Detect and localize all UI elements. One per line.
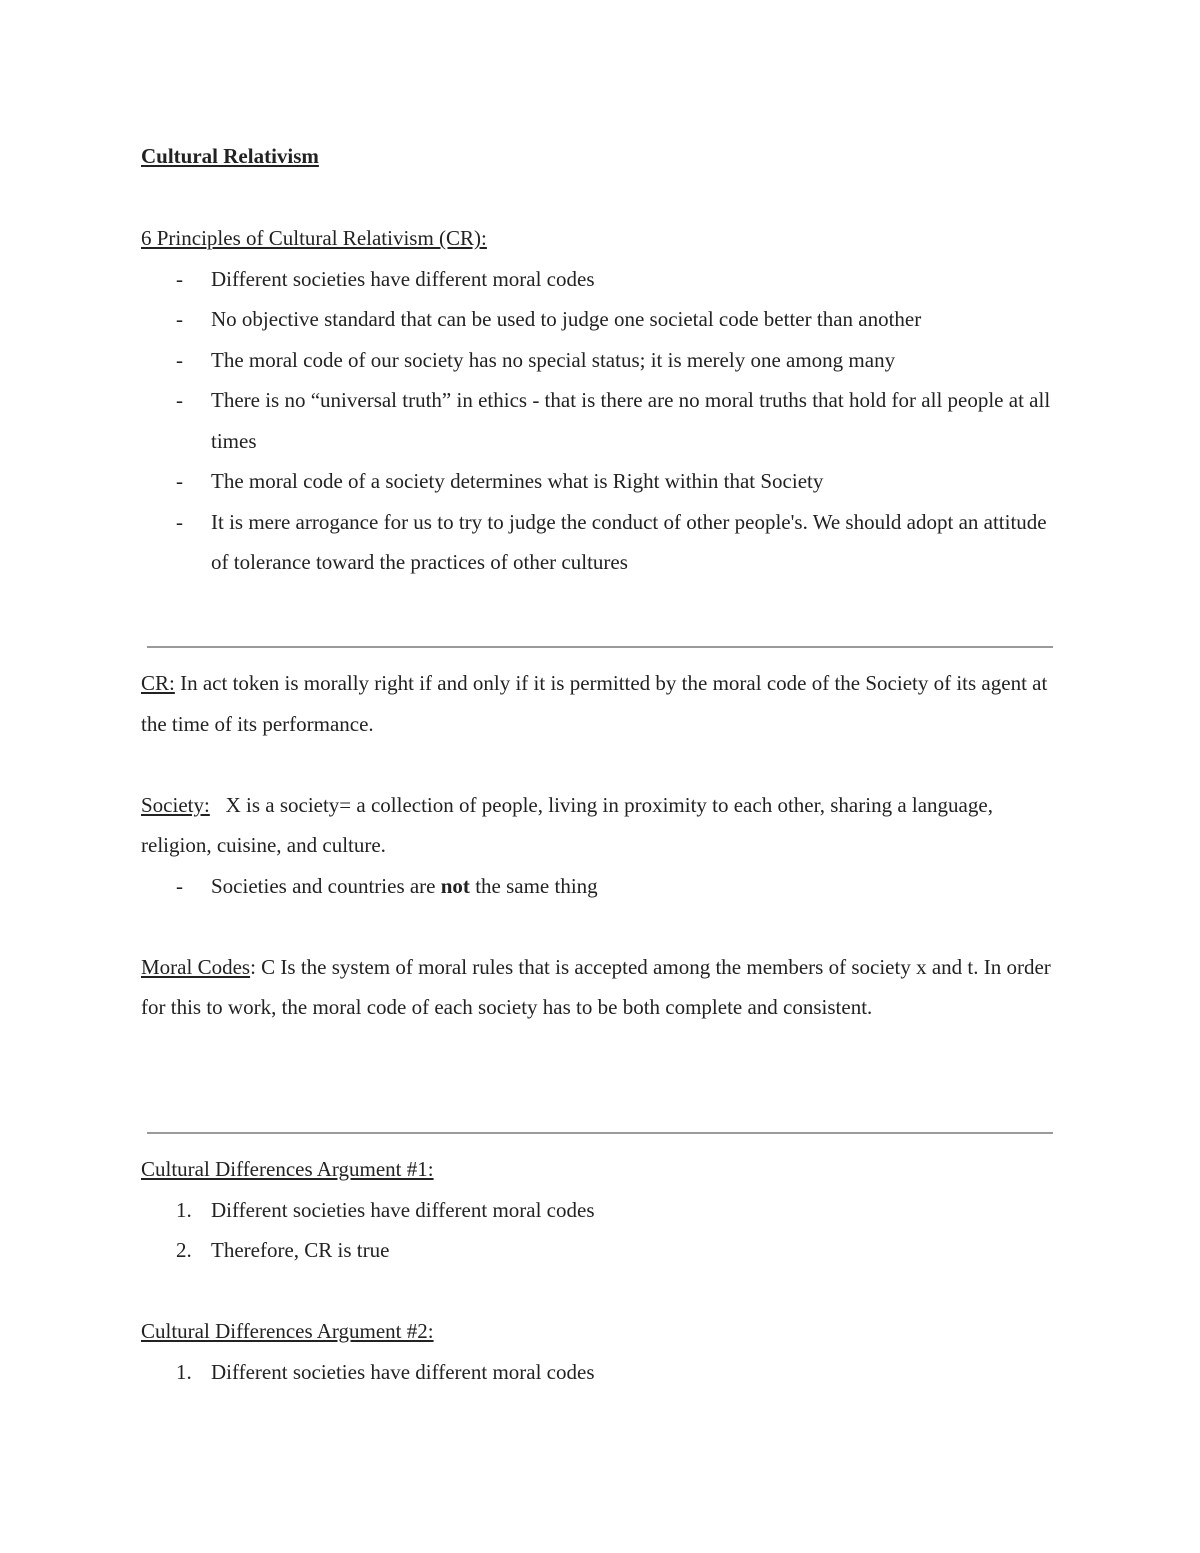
society-list [141,866,1056,907]
document-title: Cultural Relativism [141,144,319,168]
list-item [141,299,1056,340]
list-item-text: There is no “universal truth” in ethics - that is there are no moral truths that hold for all people at all times [211,388,1051,453]
argument2-list [141,1352,1056,1393]
dash-marker: - [176,469,183,493]
society-bullet-bold: not [440,873,470,898]
number-marker: 1. [176,1359,192,1384]
society-text: X is a society= a collection of people, living in proximity to each other, sharing a language, religion, cuisine, and culture. [141,792,999,857]
argument2-heading: Cultural Differences Argument #2: [141,1319,434,1343]
spacer [141,744,1056,785]
moral-codes-label: Moral Codes [141,954,251,979]
list-item [141,461,1056,502]
argument1-heading: Cultural Differences Argument #1: [141,1157,434,1181]
list-item-text: Different societies have different moral codes [211,266,595,291]
list-item [141,1230,1056,1271]
principles-list [141,259,1056,583]
dash-marker: - [176,347,183,372]
spacer [141,906,1056,947]
society-label: Society: [141,792,210,817]
society-bullet-before: Societies and countries are [211,873,441,898]
list-item [141,866,1056,907]
spacer [141,1271,1056,1312]
list-item [141,380,1056,461]
moral-codes-definition [141,947,1056,1028]
society-bullet-after: the same thing [469,873,598,898]
number-marker: 2. [176,1238,192,1262]
society-definition [141,785,1056,866]
list-item-text: The moral code of a society determines what is Right within that Society [211,469,824,493]
arguments-section [141,1149,1056,1392]
list-item [141,340,1056,381]
dash-marker: - [176,873,183,898]
moral-codes-text: : C Is the system of moral rules that is accepted among the members of society x and t. In order for this to work, the moral code of each society has to be both complete and consistent. [141,954,1051,1019]
list-item [141,1352,1056,1393]
list-item [141,1190,1056,1231]
principles-heading: 6 Principles of Cultural Relativism (CR): [141,226,487,250]
list-item [141,502,1056,583]
section-divider [147,1132,1053,1134]
list-item-text: Different societies have different moral codes [211,1359,595,1384]
cr-text: In act token is morally right if and only if it is permitted by the moral code of the Society of its agent at the time of its performance. [141,671,1048,736]
list-item-text: Therefore, CR is true [211,1238,390,1262]
dash-marker: - [176,307,183,331]
dash-marker: - [176,266,183,291]
dash-marker: - [176,509,183,534]
number-marker: 1. [176,1197,192,1222]
cr-label: CR: [141,671,175,695]
cr-definition [141,663,1056,744]
dash-marker: - [176,388,183,412]
section-divider [147,646,1053,648]
definitions-section [141,663,1056,1028]
list-item-text: The moral code of our society has no special status; it is merely one among many [211,347,896,372]
list-item-text: It is mere arrogance for us to try to judge the conduct of other people's. We should adopt an attitude of tolerance toward the practices of other cultures [211,509,1047,574]
argument1-list [141,1190,1056,1271]
list-item-text: Different societies have different moral codes [211,1197,595,1222]
list-item-text: No objective standard that can be used to judge one societal code better than another [211,307,922,331]
principles-section [141,218,1056,583]
list-item [141,259,1056,300]
